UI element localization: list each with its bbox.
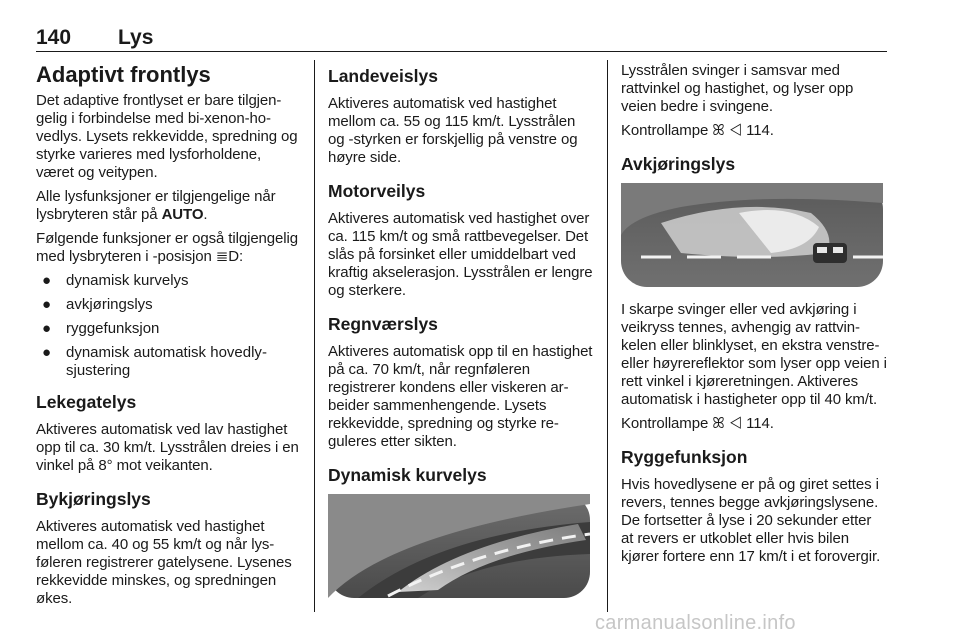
section-title: Lys [118, 26, 154, 49]
text-span: Følgende funksjoner er også tilgjengelig med lysbryteren i -posisjon [36, 230, 298, 265]
page-reference: 114. [746, 415, 774, 432]
indicator-reference-1 [621, 122, 887, 140]
text-span: Kontrollampe [621, 122, 709, 139]
curve-light-illustration [328, 494, 590, 598]
headlight-switch-icon: ≣D [215, 248, 239, 265]
list-item [36, 296, 300, 314]
paragraph-bykjoringslys: Aktiveres automatisk ved hastighet mellom ca. 40 og 55 km/t og når lysføleren registrerer gatelysene. Lysenes rekkevidde minskes, og spredningen økes. [36, 518, 292, 607]
list-item-label: ryggefunksjon [66, 320, 160, 337]
heading-landeveislys: Landeveislys [328, 66, 438, 86]
paragraph-regnvaerslys: Aktiveres automatisk opp til en hastighet på ca. 70 km/t, når regnføleren registrerer kondens eller viskeren arbeider sammenhengende. Lysets rekkevidde, spredning og styrke reguleres etter sikten. [328, 343, 593, 450]
page-header [36, 26, 886, 52]
heading-avkjoringslys: Avkjøringslys [621, 154, 736, 174]
heading-motorveilys: Motorveilys [328, 181, 426, 201]
paragraph-intro: Det adaptive frontlyset er bare tilgjengelig i forbindelse med bi-xenon-hovedlys. Lysets rekkevidde, spredning og styrke varieres med lysforholdene, været og veitypen. [36, 92, 298, 181]
list-item-label: dynamisk kurvelys [66, 272, 189, 289]
list-item [36, 344, 300, 380]
heading-adaptivt-frontlys: Adaptivt frontlys [36, 62, 211, 87]
column-divider-2 [607, 60, 608, 612]
heading-ryggefunksjon: Ryggefunksjon [621, 447, 748, 467]
column-3 [621, 62, 887, 572]
bullet-icon: ● [42, 296, 52, 313]
reference-arrow-icon: ◁ [728, 415, 743, 432]
text-span: Alle lysfunksjoner er tilgjengelige når lysbryteren står på [36, 188, 276, 223]
text-span: Kontrollampe [621, 415, 709, 432]
watermark: carmanualsonline.info [595, 612, 796, 634]
paragraph-lekegatelys: Aktiveres automatisk ved lav hastighet opp til ca. 30 km/t. Lysstrålen dreies i en vinkel på 8° mot veikanten. [36, 421, 299, 474]
list-item-label: dynamisk automatisk hovedlysjustering [66, 344, 267, 379]
paragraph-avkjoringslys: I skarpe svinger eller ved avkjøring i veikryss tennes, avhengig av rattvinkelen eller blinklyset, en ekstra venstre- eller høyrereflektor som lyser opp veien i rett vinkel i kjøreretningen. Aktiveres automatisk i hastigheter opp til 40 km/t. [621, 301, 887, 408]
heading-bykjoringslys: Bykjøringslys [36, 489, 151, 509]
list-item [36, 272, 300, 290]
heading-regnvaerslys: Regnværslys [328, 314, 438, 334]
list-item-label: avkjøringslys [66, 296, 153, 313]
cornering-light-illustration [621, 183, 883, 287]
paragraph-landeveislys: Aktiveres automatisk ved hastighet mellom ca. 55 og 115 km/t. Lysstrålen og -styrken er forskjellig på venstre og høyre side. [328, 95, 578, 166]
text-span: : [239, 248, 244, 265]
column-divider-1 [314, 60, 315, 612]
paragraph-curve-intro: Lysstrålen svinger i samsvar med rattvinkel og hastighet, og lyser opp veien bedre i svingene. [621, 62, 854, 115]
bullet-icon: ● [42, 344, 52, 361]
text-span: . [203, 206, 208, 223]
function-list [36, 272, 300, 380]
page-number: 140 [36, 26, 72, 49]
bullet-icon: ● [42, 272, 52, 289]
indicator-reference-2 [621, 415, 887, 433]
page-reference: 114. [746, 122, 774, 139]
paragraph-motorveilys: Aktiveres automatisk ved hastighet over ca. 115 km/t og små rattbevegelser. Det slås på forsinket eller umiddelbart ved kraftig akselerasjon. Lysstrålen er lengre og sterkere. [328, 210, 593, 299]
reference-arrow-icon: ◁ [728, 122, 743, 139]
heading-lekegatelys: Lekegatelys [36, 392, 137, 412]
indicator-lamp-icon: ꕤ [712, 415, 725, 432]
list-item [36, 320, 300, 338]
heading-dynamisk-kurvelys: Dynamisk kurvelys [328, 465, 487, 485]
paragraph-ryggefunksjon: Hvis hovedlysene er på og giret settes i revers, tennes begge avkjøringslysene. De fortsetter å lyse i 20 sekunder etter at revers er utkoblet eller hvis bilen kjører fortere enn 17 km/t i et forovergir. [621, 476, 881, 565]
bullet-icon: ● [42, 320, 52, 337]
column-1 [36, 62, 300, 614]
column-2 [328, 62, 594, 612]
header-divider [36, 51, 887, 52]
auto-label: AUTO [161, 206, 204, 223]
indicator-lamp-icon: ꕤ [712, 122, 725, 139]
paragraph-functions [36, 230, 300, 266]
paragraph-auto [36, 188, 300, 224]
